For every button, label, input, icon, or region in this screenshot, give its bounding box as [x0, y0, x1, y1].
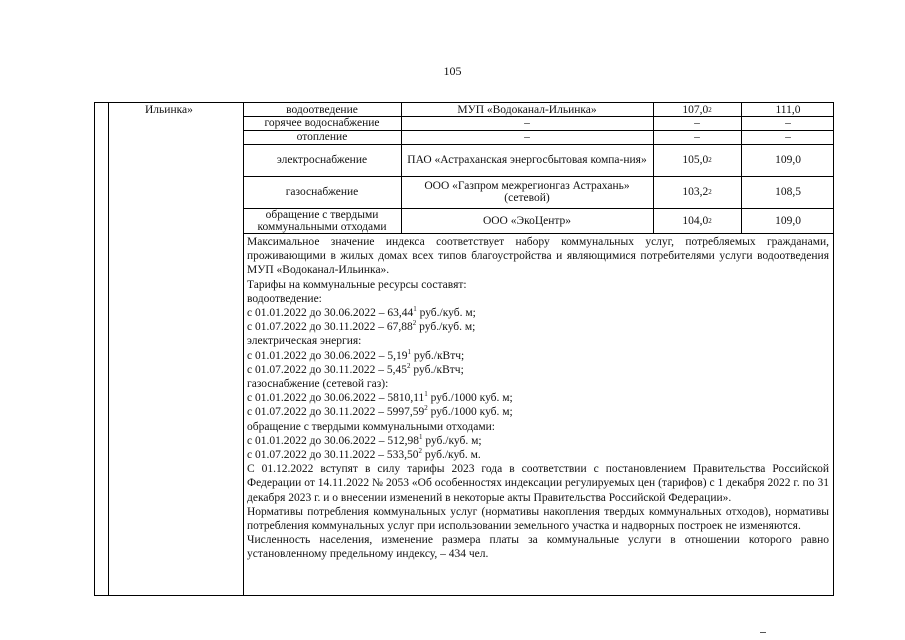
tariff-line: с 01.01.2022 до 30.06.2022 – 5,19$^1$ руб./кВтч; [247, 347, 465, 362]
decree-paragraph: С 01.12.2022 вступят в силу тарифы 2023 года в соответствии с постановлением Правительства Российской Федерации от 14.11.2022 № 2053 «Об особенностях индексации регулируемых цен (тарифов) с 1 декабря 2022 г. по 31 декабря 2023 г. и о внесении изменений в некоторые акты Правительства Российской Федерации». [247, 463, 829, 504]
notes-cell [247, 235, 829, 562]
index-cell: – [694, 131, 700, 143]
tariff-line: с 01.07.2022 до 30.11.2022 – 5997,59$^2$ руб./1000 куб. м; [247, 404, 513, 419]
provider-cell: ПАО «Астраханская энергосбытовая компа-ния» [407, 154, 647, 166]
tariff-group-name: газоснабжение (сетевой газ): [247, 378, 389, 391]
limit-cell: 109,0 [775, 154, 801, 166]
page-number: 105 [443, 64, 462, 78]
table-divider [243, 233, 833, 234]
notes-divider [243, 233, 244, 595]
locality-name: Ильинка» [145, 104, 193, 116]
limit-cell: 111,0 [775, 103, 801, 116]
limit-cell: 108,5 [775, 186, 801, 198]
tariff-line: с 01.01.2022 до 30.06.2022 – 5810,11$^1$ руб./1000 куб. м; [247, 390, 513, 405]
tariff-table [94, 102, 834, 596]
service-cell: газоснабжение [285, 186, 359, 198]
index-cell: 103,2 2 [682, 186, 712, 198]
scan-mark [760, 632, 766, 633]
tariffs-heading: Тарифы на коммунальные ресурсы составят: [247, 278, 467, 291]
provider-cell: ООО «Газпром межрегионгаз Астрахань» (сетевой) [424, 180, 630, 204]
limit-cell: 109,0 [775, 214, 801, 227]
provider-cell: ООО «ЭкоЦентр» [482, 214, 572, 227]
notes-intro: Максимальное значение индекса соответствует набору коммунальных услуг, потребляемых гражданами, проживающими в жилых домах всех типов благоустройства и являющимися потребителями услуги водоотведения МУП «Водоканал-Ильинка». [247, 236, 829, 277]
tariff-group-name: водоотведение: [247, 292, 322, 305]
population-paragraph: Численность населения, изменение размера платы за коммунальные услуги в отношении которого равно установленному предельному индексу, – 434 чел. [247, 534, 829, 561]
service-cell: отопление [296, 131, 348, 143]
service-cell: водоотведение [286, 103, 358, 116]
service-cell: горячее водоснабжение [264, 117, 380, 129]
tariff-line: с 01.01.2022 до 30.06.2022 – 512,98$^1$ руб./куб. м; [247, 433, 482, 447]
service-cell: электроснабжение [276, 154, 368, 166]
index-cell: 107,0 2 [682, 103, 712, 116]
tariff-group-name: электрическая энергия: [247, 335, 362, 348]
index-cell: 105,0 2 [682, 154, 712, 166]
provider-cell: – [524, 131, 530, 143]
tariff-line: с 01.01.2022 до 30.06.2022 – 63,44$^1$ руб./куб. м; [247, 305, 476, 320]
norms-paragraph: Нормативы потребления коммунальных услуг (нормативы накопления твердых коммунальных отходов), нормативы потребления коммунальных услуг при использовании земельного участка и надворных построек не изменяются. [247, 505, 829, 533]
provider-cell: МУП «Водоканал-Ильинка» [457, 103, 597, 116]
index-cell: – [694, 117, 700, 129]
limit-cell: – [785, 117, 791, 129]
tariff-line: с 01.07.2022 до 30.11.2022 – 5,45$^2$ руб./кВтч; [247, 362, 464, 376]
table-divider [108, 103, 109, 595]
tariff-group-name: обращение с твердыми коммунальными отходами: [247, 420, 495, 433]
index-cell: 104,0 2 [682, 214, 712, 227]
service-cell: обращение с твердыми коммунальными отходами [257, 208, 387, 233]
limit-cell: – [785, 131, 791, 143]
provider-cell: – [524, 117, 530, 129]
tariff-line: с 01.07.2022 до 30.11.2022 – 533,50$^2$ руб./куб. м. [247, 447, 481, 462]
tariff-line: с 01.07.2022 до 30.11.2022 – 67,88$^2$ руб./куб. м; [247, 319, 476, 334]
